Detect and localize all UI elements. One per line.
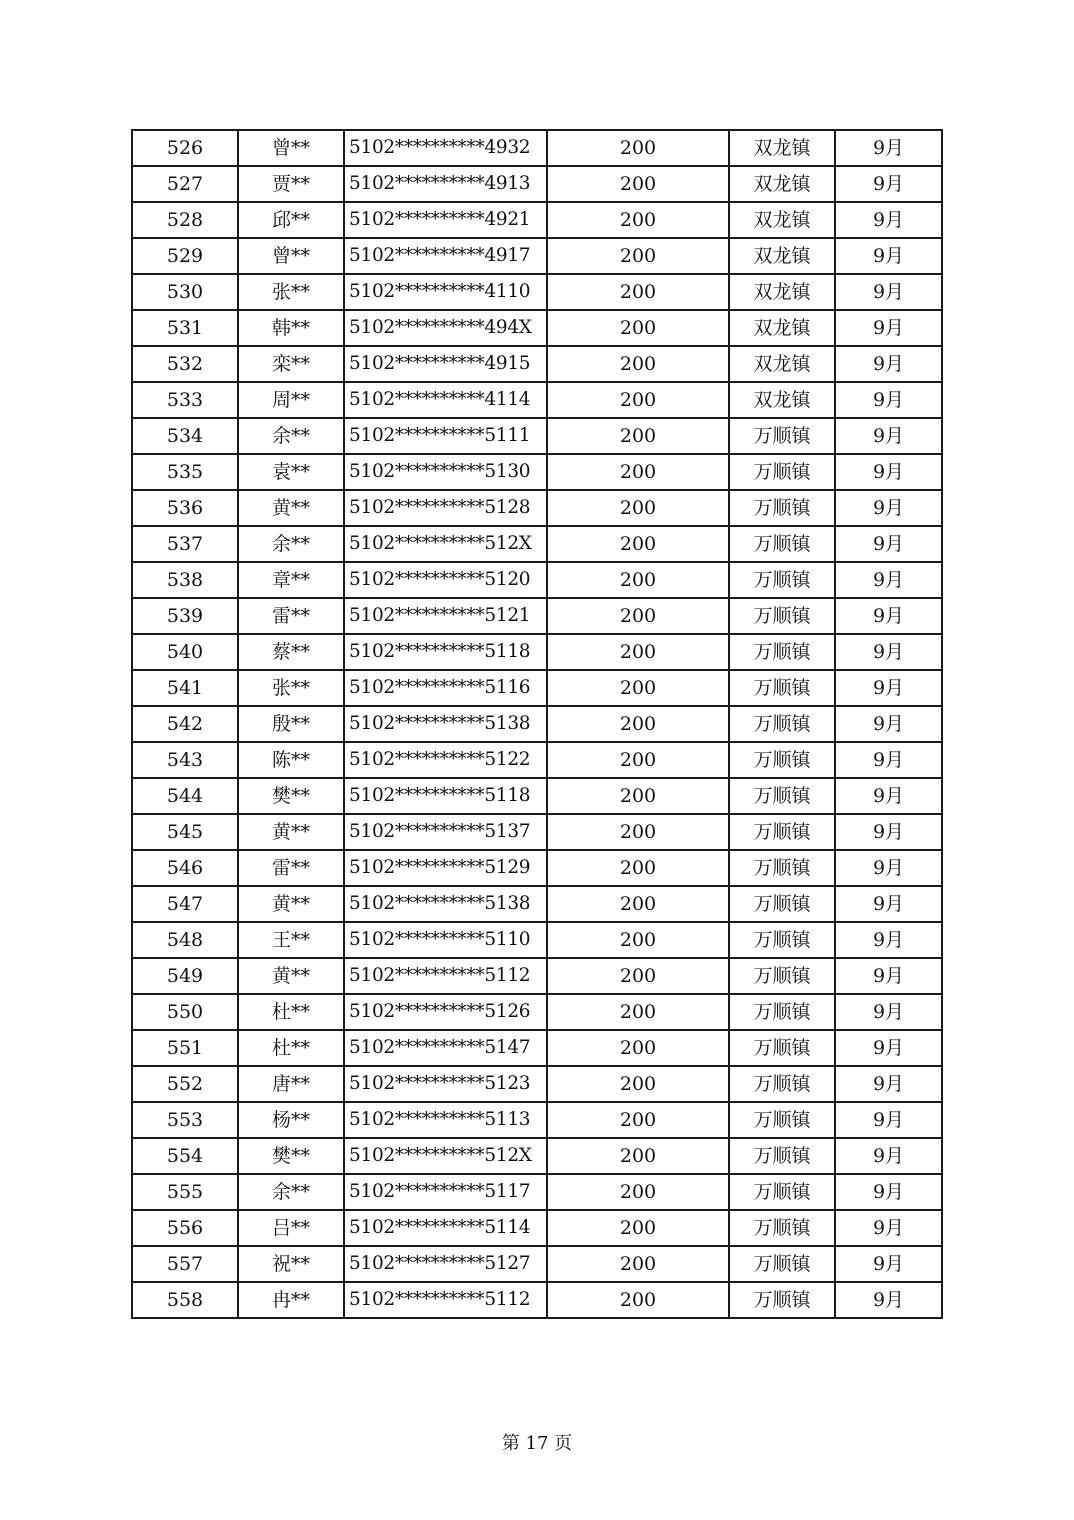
- name-cell: 曾**: [238, 238, 344, 274]
- row-index-cell: 551: [132, 1030, 238, 1066]
- name-cell: 栾**: [238, 346, 344, 382]
- name-cell: 余**: [238, 526, 344, 562]
- town-cell: 万顺镇: [729, 706, 835, 742]
- name-cell: 唐**: [238, 1066, 344, 1102]
- month-cell: 9月: [835, 1138, 942, 1174]
- amount-cell: 200: [547, 1174, 729, 1210]
- town-cell: 万顺镇: [729, 886, 835, 922]
- id-number-cell: 5102**********5121: [344, 598, 547, 634]
- amount-cell: 200: [547, 850, 729, 886]
- town-cell: 万顺镇: [729, 1174, 835, 1210]
- table-row: [132, 958, 942, 994]
- town-cell: 万顺镇: [729, 922, 835, 958]
- month-cell: 9月: [835, 1210, 942, 1246]
- town-cell: 万顺镇: [729, 1210, 835, 1246]
- name-cell: 杜**: [238, 1030, 344, 1066]
- month-cell: 9月: [835, 994, 942, 1030]
- id-number-cell: 5102**********5116: [344, 670, 547, 706]
- town-cell: 万顺镇: [729, 1138, 835, 1174]
- id-number-cell: 5102**********5122: [344, 742, 547, 778]
- row-index-cell: 534: [132, 418, 238, 454]
- id-number-cell: 5102**********4932: [344, 130, 547, 166]
- row-index-cell: 547: [132, 886, 238, 922]
- row-index-cell: 532: [132, 346, 238, 382]
- table-body: [132, 130, 942, 1318]
- row-index-cell: 549: [132, 958, 238, 994]
- amount-cell: 200: [547, 994, 729, 1030]
- table-row: [132, 346, 942, 382]
- month-cell: 9月: [835, 778, 942, 814]
- amount-cell: 200: [547, 742, 729, 778]
- month-cell: 9月: [835, 346, 942, 382]
- table-row: [132, 526, 942, 562]
- table-row: [132, 1030, 942, 1066]
- town-cell: 万顺镇: [729, 526, 835, 562]
- month-cell: 9月: [835, 166, 942, 202]
- name-cell: 杨**: [238, 1102, 344, 1138]
- amount-cell: 200: [547, 922, 729, 958]
- id-number-cell: 5102**********5110: [344, 922, 547, 958]
- name-cell: 余**: [238, 1174, 344, 1210]
- data-table: [131, 129, 943, 1319]
- month-cell: 9月: [835, 850, 942, 886]
- row-index-cell: 527: [132, 166, 238, 202]
- month-cell: 9月: [835, 634, 942, 670]
- table-row: [132, 202, 942, 238]
- month-cell: 9月: [835, 490, 942, 526]
- month-cell: 9月: [835, 1030, 942, 1066]
- table-row: [132, 1102, 942, 1138]
- row-index-cell: 535: [132, 454, 238, 490]
- amount-cell: 200: [547, 202, 729, 238]
- id-number-cell: 5102**********5147: [344, 1030, 547, 1066]
- table-row: [132, 634, 942, 670]
- table-row: [132, 238, 942, 274]
- row-index-cell: 558: [132, 1282, 238, 1318]
- table-row: [132, 814, 942, 850]
- table-row: [132, 742, 942, 778]
- name-cell: 樊**: [238, 778, 344, 814]
- id-number-cell: 5102**********5112: [344, 958, 547, 994]
- town-cell: 双龙镇: [729, 382, 835, 418]
- town-cell: 万顺镇: [729, 850, 835, 886]
- name-cell: 袁**: [238, 454, 344, 490]
- name-cell: 黄**: [238, 490, 344, 526]
- month-cell: 9月: [835, 130, 942, 166]
- table-row: [132, 454, 942, 490]
- town-cell: 万顺镇: [729, 1030, 835, 1066]
- id-number-cell: 5102**********5118: [344, 778, 547, 814]
- id-number-cell: 5102**********5137: [344, 814, 547, 850]
- table-row: [132, 994, 942, 1030]
- row-index-cell: 555: [132, 1174, 238, 1210]
- name-cell: 冉**: [238, 1282, 344, 1318]
- month-cell: 9月: [835, 274, 942, 310]
- town-cell: 双龙镇: [729, 274, 835, 310]
- town-cell: 万顺镇: [729, 562, 835, 598]
- table-row: [132, 1138, 942, 1174]
- row-index-cell: 542: [132, 706, 238, 742]
- amount-cell: 200: [547, 526, 729, 562]
- month-cell: 9月: [835, 598, 942, 634]
- id-number-cell: 5102**********5118: [344, 634, 547, 670]
- town-cell: 双龙镇: [729, 310, 835, 346]
- row-index-cell: 538: [132, 562, 238, 598]
- amount-cell: 200: [547, 1282, 729, 1318]
- month-cell: 9月: [835, 706, 942, 742]
- row-index-cell: 529: [132, 238, 238, 274]
- row-index-cell: 557: [132, 1246, 238, 1282]
- month-cell: 9月: [835, 562, 942, 598]
- month-cell: 9月: [835, 382, 942, 418]
- row-index-cell: 548: [132, 922, 238, 958]
- row-index-cell: 533: [132, 382, 238, 418]
- row-index-cell: 544: [132, 778, 238, 814]
- month-cell: 9月: [835, 886, 942, 922]
- amount-cell: 200: [547, 310, 729, 346]
- row-index-cell: 530: [132, 274, 238, 310]
- amount-cell: 200: [547, 418, 729, 454]
- town-cell: 万顺镇: [729, 778, 835, 814]
- row-index-cell: 536: [132, 490, 238, 526]
- month-cell: 9月: [835, 1282, 942, 1318]
- row-index-cell: 545: [132, 814, 238, 850]
- id-number-cell: 5102**********5113: [344, 1102, 547, 1138]
- id-number-cell: 5102**********4921: [344, 202, 547, 238]
- town-cell: 双龙镇: [729, 202, 835, 238]
- name-cell: 祝**: [238, 1246, 344, 1282]
- row-index-cell: 552: [132, 1066, 238, 1102]
- amount-cell: 200: [547, 958, 729, 994]
- table-row: [132, 490, 942, 526]
- row-index-cell: 546: [132, 850, 238, 886]
- month-cell: 9月: [835, 1174, 942, 1210]
- name-cell: 陈**: [238, 742, 344, 778]
- amount-cell: 200: [547, 706, 729, 742]
- name-cell: 曾**: [238, 130, 344, 166]
- row-index-cell: 543: [132, 742, 238, 778]
- id-number-cell: 5102**********4110: [344, 274, 547, 310]
- amount-cell: 200: [547, 130, 729, 166]
- id-number-cell: 5102**********494X: [344, 310, 547, 346]
- name-cell: 王**: [238, 922, 344, 958]
- page-number: 第 17 页: [501, 1433, 573, 1454]
- amount-cell: 200: [547, 562, 729, 598]
- table-row: [132, 778, 942, 814]
- table-row: [132, 274, 942, 310]
- id-number-cell: 5102**********5138: [344, 886, 547, 922]
- id-number-cell: 5102**********5112: [344, 1282, 547, 1318]
- name-cell: 黄**: [238, 958, 344, 994]
- amount-cell: 200: [547, 778, 729, 814]
- month-cell: 9月: [835, 814, 942, 850]
- id-number-cell: 5102**********5117: [344, 1174, 547, 1210]
- town-cell: 万顺镇: [729, 1102, 835, 1138]
- id-number-cell: 5102**********5111: [344, 418, 547, 454]
- id-number-cell: 5102**********4913: [344, 166, 547, 202]
- month-cell: 9月: [835, 922, 942, 958]
- id-number-cell: 5102**********5127: [344, 1246, 547, 1282]
- name-cell: 殷**: [238, 706, 344, 742]
- town-cell: 双龙镇: [729, 238, 835, 274]
- table-row: [132, 598, 942, 634]
- month-cell: 9月: [835, 1066, 942, 1102]
- id-number-cell: 5102**********5126: [344, 994, 547, 1030]
- town-cell: 万顺镇: [729, 958, 835, 994]
- row-index-cell: 541: [132, 670, 238, 706]
- name-cell: 雷**: [238, 850, 344, 886]
- id-number-cell: 5102**********5138: [344, 706, 547, 742]
- month-cell: 9月: [835, 526, 942, 562]
- table-row: [132, 382, 942, 418]
- name-cell: 杜**: [238, 994, 344, 1030]
- amount-cell: 200: [547, 886, 729, 922]
- month-cell: 9月: [835, 310, 942, 346]
- town-cell: 万顺镇: [729, 994, 835, 1030]
- name-cell: 张**: [238, 274, 344, 310]
- name-cell: 张**: [238, 670, 344, 706]
- row-index-cell: 556: [132, 1210, 238, 1246]
- name-cell: 章**: [238, 562, 344, 598]
- row-index-cell: 540: [132, 634, 238, 670]
- name-cell: 黄**: [238, 814, 344, 850]
- table-row: [132, 310, 942, 346]
- table-row: [132, 130, 942, 166]
- row-index-cell: 526: [132, 130, 238, 166]
- amount-cell: 200: [547, 1138, 729, 1174]
- amount-cell: 200: [547, 634, 729, 670]
- month-cell: 9月: [835, 238, 942, 274]
- town-cell: 双龙镇: [729, 130, 835, 166]
- table-row: [132, 166, 942, 202]
- id-number-cell: 5102**********5128: [344, 490, 547, 526]
- table-row: [132, 1246, 942, 1282]
- id-number-cell: 5102**********5129: [344, 850, 547, 886]
- table-row: [132, 850, 942, 886]
- row-index-cell: 528: [132, 202, 238, 238]
- amount-cell: 200: [547, 1066, 729, 1102]
- name-cell: 黄**: [238, 886, 344, 922]
- amount-cell: 200: [547, 490, 729, 526]
- row-index-cell: 553: [132, 1102, 238, 1138]
- town-cell: 万顺镇: [729, 634, 835, 670]
- row-index-cell: 537: [132, 526, 238, 562]
- table-row: [132, 1066, 942, 1102]
- name-cell: 邱**: [238, 202, 344, 238]
- id-number-cell: 5102**********5123: [344, 1066, 547, 1102]
- amount-cell: 200: [547, 454, 729, 490]
- name-cell: 蔡**: [238, 634, 344, 670]
- month-cell: 9月: [835, 958, 942, 994]
- row-index-cell: 539: [132, 598, 238, 634]
- town-cell: 万顺镇: [729, 490, 835, 526]
- town-cell: 万顺镇: [729, 742, 835, 778]
- town-cell: 万顺镇: [729, 670, 835, 706]
- name-cell: 樊**: [238, 1138, 344, 1174]
- month-cell: 9月: [835, 454, 942, 490]
- id-number-cell: 5102**********512X: [344, 1138, 547, 1174]
- amount-cell: 200: [547, 238, 729, 274]
- amount-cell: 200: [547, 382, 729, 418]
- month-cell: 9月: [835, 742, 942, 778]
- table-row: [132, 562, 942, 598]
- id-number-cell: 5102**********5130: [344, 454, 547, 490]
- amount-cell: 200: [547, 346, 729, 382]
- id-number-cell: 5102**********5120: [344, 562, 547, 598]
- table-row: [132, 670, 942, 706]
- id-number-cell: 5102**********4917: [344, 238, 547, 274]
- town-cell: 万顺镇: [729, 598, 835, 634]
- name-cell: 韩**: [238, 310, 344, 346]
- table-row: [132, 706, 942, 742]
- table-row: [132, 1174, 942, 1210]
- amount-cell: 200: [547, 1102, 729, 1138]
- name-cell: 余**: [238, 418, 344, 454]
- town-cell: 万顺镇: [729, 454, 835, 490]
- town-cell: 万顺镇: [729, 1246, 835, 1282]
- row-index-cell: 550: [132, 994, 238, 1030]
- amount-cell: 200: [547, 814, 729, 850]
- table-row: [132, 1210, 942, 1246]
- town-cell: 双龙镇: [729, 166, 835, 202]
- month-cell: 9月: [835, 670, 942, 706]
- table-row: [132, 886, 942, 922]
- amount-cell: 200: [547, 598, 729, 634]
- id-number-cell: 5102**********4114: [344, 382, 547, 418]
- name-cell: 吕**: [238, 1210, 344, 1246]
- amount-cell: 200: [547, 274, 729, 310]
- month-cell: 9月: [835, 1102, 942, 1138]
- id-number-cell: 5102**********5114: [344, 1210, 547, 1246]
- table-row: [132, 418, 942, 454]
- table-row: [132, 1282, 942, 1318]
- amount-cell: 200: [547, 166, 729, 202]
- id-number-cell: 5102**********4915: [344, 346, 547, 382]
- town-cell: 万顺镇: [729, 814, 835, 850]
- table-row: [132, 922, 942, 958]
- town-cell: 万顺镇: [729, 1066, 835, 1102]
- amount-cell: 200: [547, 670, 729, 706]
- name-cell: 周**: [238, 382, 344, 418]
- month-cell: 9月: [835, 1246, 942, 1282]
- amount-cell: 200: [547, 1030, 729, 1066]
- town-cell: 双龙镇: [729, 346, 835, 382]
- name-cell: 贾**: [238, 166, 344, 202]
- month-cell: 9月: [835, 418, 942, 454]
- row-index-cell: 554: [132, 1138, 238, 1174]
- id-number-cell: 5102**********512X: [344, 526, 547, 562]
- amount-cell: 200: [547, 1210, 729, 1246]
- town-cell: 万顺镇: [729, 418, 835, 454]
- amount-cell: 200: [547, 1246, 729, 1282]
- row-index-cell: 531: [132, 310, 238, 346]
- name-cell: 雷**: [238, 598, 344, 634]
- town-cell: 万顺镇: [729, 1282, 835, 1318]
- month-cell: 9月: [835, 202, 942, 238]
